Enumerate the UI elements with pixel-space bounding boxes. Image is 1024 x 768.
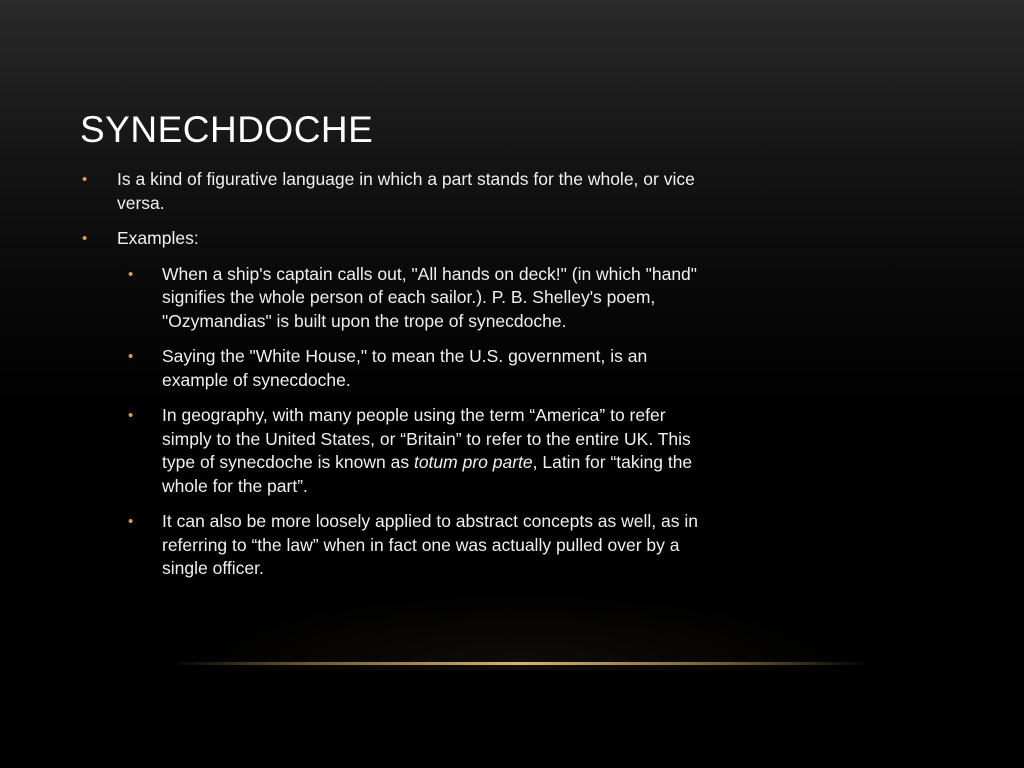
sub-bullet-text	[162, 405, 692, 496]
bullet-icon: •	[82, 230, 88, 247]
bullet-item-definition	[80, 168, 700, 215]
sub-bullet-item-ship-captain	[80, 263, 700, 334]
sub-bullet-item-white-house	[80, 345, 700, 392]
slide-title: SYNECHDOCHE	[80, 109, 374, 150]
sub-bullet-icon: •	[128, 348, 134, 365]
bullet-list	[80, 168, 700, 593]
bullet-text: Is a kind of figurative language in which a part stands for the whole, or vice versa.	[117, 169, 695, 213]
bottom-glow	[180, 590, 860, 670]
sub-bullet-icon: •	[128, 407, 134, 424]
bullet-item-examples	[80, 227, 700, 251]
sub-bullet-text-after: , Latin for “taking the whole for the part”.	[162, 452, 693, 496]
sub-bullet-icon: •	[128, 265, 134, 283]
sub-bullet-item-geography	[80, 404, 700, 498]
sub-bullet-text-before: In geography, with many people using the term “America” to refer simply to the United States, or “Britain” to refer to the entire UK. This type of synecdoche is known as	[162, 405, 691, 472]
gold-divider-line	[170, 662, 870, 665]
bullet-text: Examples:	[117, 228, 199, 248]
bullet-icon: •	[82, 171, 88, 188]
sub-bullet-icon: •	[128, 513, 134, 530]
sub-bullet-text: It can also be more loosely applied to abstract concepts as well, as in referring to “the law” when in fact one was actually pulled over by a single officer.	[162, 511, 698, 578]
sub-bullet-text-italic-term: totum pro parte	[413, 452, 533, 472]
sub-bullet-text: Saying the "White House," to mean the U.S. government, is an example of synecdoche.	[162, 346, 648, 390]
sub-bullet-text: When a ship's captain calls out, "All hands on deck!" (in which "hand" signifies the whole person of each sailor.). P. B. Shelley's poem, "Ozymandias" is built upon the trope of synecdoche.	[162, 263, 698, 331]
sub-bullet-item-abstract-concepts	[80, 510, 700, 581]
